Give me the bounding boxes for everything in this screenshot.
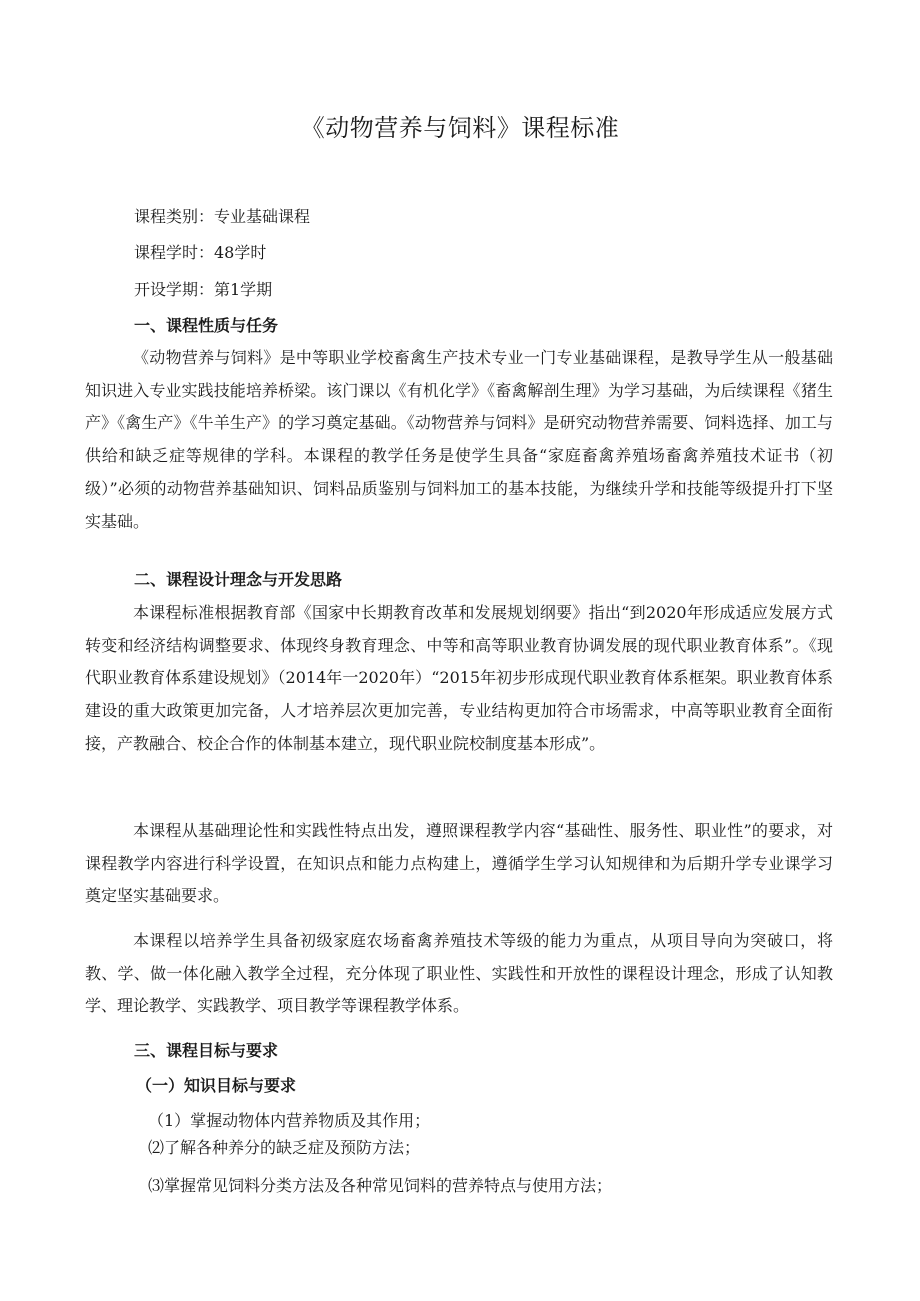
section-paragraph-nature: 《动物营养与饲料》是中等职业学校畜禽生产技术专业一门专业基础课程，是教导学生从一般基础知识进入专业实践技能培养桥梁。该门课以《有机化学》《畜禽解剖生理》为学习基础，为后续课程《猪生产》《禽生产》《牛羊生产》的学习奠定基础。《动物营养与饲料》是研究动物营养需要、饲料选择、加工与供给和缺乏症等规律的学科。本课程的教学任务是使学生具备“家庭畜禽养殖场畜禽养殖技术证书（初级）”必须的动物营养基础知识、饲料品质鉴别与饲料加工的基本技能，为继续升学和技能等级提升打下坚实基础。 xyxy=(85,348,833,531)
list-item: ⑶掌握常见饲料分类方法及各种常见饲料的营养特点与使用方法； xyxy=(148,1176,613,1195)
section-paragraph-design-2: 本课程从基础理论性和实践性特点出发，遵照课程教学内容“基础性、服务性、职业性”的要求，对课程教学内容进行科学设置，在知识点和能力点构建上，遵循学生学习认知规律和为后期升学专业课学习奠定坚实基础要求。 xyxy=(85,821,833,906)
course-semester: 开设学期：第1学期 xyxy=(134,280,273,299)
course-category: 课程类别：专业基础课程 xyxy=(134,207,311,226)
list-item: （1）掌握动物体内营养物质及其作用； xyxy=(148,1111,431,1130)
section-paragraph-design-3: 本课程以培养学生具备初级家庭农场畜禽养殖技术等级的能力为重点，从项目导向为突破口，将教、学、做一体化融入教学全过程，充分体现了职业性、实践性和开放性的课程设计理念，形成了认知教学、理论教学、实践教学、项目教学等课程教学体系。 xyxy=(85,931,833,1016)
course-hours: 课程学时：48学时 xyxy=(134,243,267,262)
section-heading-nature: 一、课程性质与任务 xyxy=(134,316,279,335)
section-heading-design: 二、课程设计理念与开发思路 xyxy=(134,570,343,589)
section-paragraph-design-1: 本课程标准根据教育部《国家中长期教育改革和发展规划纲要》指出“到2020年形成适应发展方式转变和经济结构调整要求、体现终身教育理念、中等和高等职业教育协调发展的现代职业教育体系”。《现代职业教育体系建设规划》（2014年一2020年）“2015年初步形成现代职业教育体系框架。职业教育体系建设的重大政策更加完备，人才培养层次更加完善，专业结构更加符合市场需求，中高等职业教育全面衔接，产教融合、校企合作的体制基本建立，现代职业院校制度基本形成”。 xyxy=(85,603,833,753)
subsection-heading-knowledge: （一）知识目标与要求 xyxy=(136,1076,297,1095)
document-title: 《动物营养与饲料》课程标准 xyxy=(300,114,620,142)
list-item: ⑵了解各种养分的缺乏症及预防方法； xyxy=(148,1138,421,1157)
section-heading-goals: 三、课程目标与要求 xyxy=(134,1041,279,1060)
